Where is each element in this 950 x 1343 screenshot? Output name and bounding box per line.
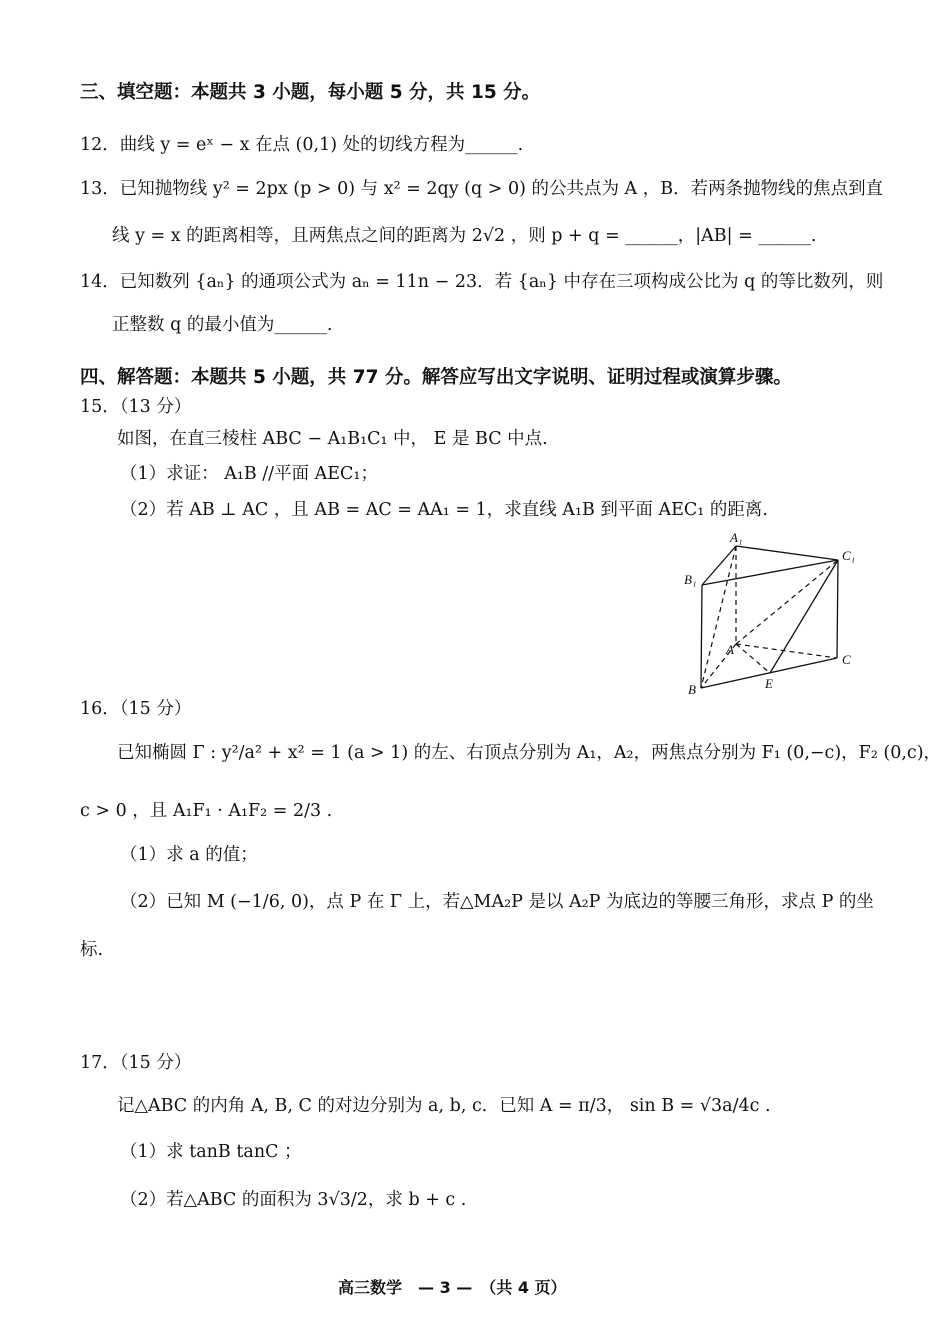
question-17-stem: 记△ABC 的内角 A, B, C 的对边分别为 a, b, c．已知 A = π/3， sin B = √3a/4c . <box>117 1096 771 1116</box>
label-b: B <box>688 682 696 697</box>
question-13-line-1: 13．已知抛物线 y² = 2px (p > 0) 与 x² = 2qy (q > 0) 的公共点为 A ，B．若两条抛物线的焦点到直 <box>80 179 884 199</box>
question-16-stem-line-2: c > 0 ，且 A₁F₁ · A₁F₂ = 2/3 . <box>80 801 333 821</box>
question-17-part-1: （1）求 tanB tanC ； <box>120 1142 302 1162</box>
question-15-part-1: （1）求证： A₁B //平面 AEC₁； <box>120 464 378 484</box>
edge-b1-b <box>701 585 702 688</box>
question-16-part-2-line-1: （2）已知 M (−1/6, 0)，点 P 在 Γ 上，若△MA₂P 是以 A₂P 为底边的等腰三角形，求点 P 的坐 <box>120 892 874 912</box>
edge-a-c1 <box>736 560 838 644</box>
question-16-header: 16．（15 分） <box>80 699 192 719</box>
section-3-heading: 三、填空题：本题共 3 小题，每小题 5 分，共 15 分。 <box>80 82 541 103</box>
edge-a1-c1 <box>736 546 838 560</box>
page-footer: 高三数学 — 3 — （共 4 页） <box>338 1278 567 1297</box>
label-c: C <box>842 652 851 667</box>
edge-c1-e <box>770 560 838 673</box>
label-b1: B₁ <box>684 572 697 587</box>
question-16-stem-line-1: 已知椭圆 Γ : y²/a² + x² = 1 (a > 1) 的左、右顶点分别为 A₁，A₂，两焦点分别为 F₁ (0,−c)，F₂ (0,c)， <box>117 743 942 763</box>
question-16-part-1: （1）求 a 的值； <box>120 845 258 865</box>
label-e: E <box>765 676 773 691</box>
edge-b1-c1 <box>702 560 838 585</box>
question-14-line-1: 14．已知数列 {aₙ} 的通项公式为 aₙ = 11n − 23．若 {aₙ} 中存在三项构成公比为 q 的等比数列，则 <box>80 272 884 292</box>
question-17-header: 17．（15 分） <box>80 1053 192 1073</box>
question-12: 12．曲线 y = eˣ − x 在点 (0,1) 处的切线方程为______. <box>80 135 524 155</box>
question-14-line-2: 正整数 q 的最小值为______. <box>112 315 333 335</box>
question-15-part-2: （2）若 AB ⊥ AC ，且 AB = AC = AA₁ = 1，求直线 A₁B 到平面 AEC₁ 的距离. <box>120 500 768 520</box>
section-4-heading: 四、解答题：本题共 5 小题，共 77 分。解答应写出文字说明、证明过程或演算步骤。 <box>80 367 792 388</box>
label-c1: C₁ <box>842 548 856 563</box>
prism-figure <box>680 530 870 700</box>
question-16-part-2-line-2: 标. <box>80 940 104 960</box>
question-15-stem: 如图，在直三棱柱 ABC − A₁B₁C₁ 中， E 是 BC 中点. <box>117 429 548 449</box>
question-15-header: 15．（13 分） <box>80 397 192 417</box>
edge-c1-c <box>837 560 838 658</box>
label-a: A <box>726 642 734 657</box>
question-17-part-2: （2）若△ABC 的面积为 3√3/2，求 b + c . <box>120 1190 467 1210</box>
label-a1: A₁ <box>730 530 743 545</box>
question-13-line-2: 线 y = x 的距离相等，且两焦点之间的距离为 2√2 ，则 p + q = ______，|AB| = ______. <box>112 226 817 246</box>
